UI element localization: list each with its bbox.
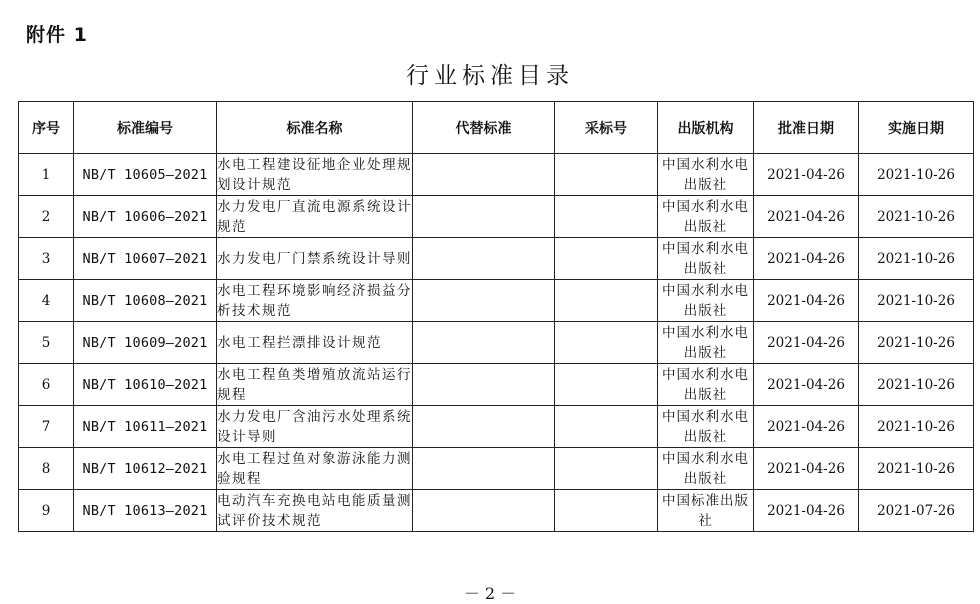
cell-adopted (555, 322, 658, 364)
cell-replaces (413, 364, 555, 406)
cell-effective: 2021-10-26 (859, 448, 974, 490)
cell-replaces (413, 448, 555, 490)
cell-adopted (555, 196, 658, 238)
header-replaces: 代替标准 (413, 102, 555, 154)
table-row (19, 322, 974, 364)
cell-name: 水电工程环境影响经济损益分析技术规范 (217, 280, 413, 322)
cell-name: 水力发电厂含油污水处理系统设计导则 (217, 406, 413, 448)
table-row (19, 490, 974, 532)
cell-no: 7 (19, 406, 74, 448)
cell-effective: 2021-10-26 (859, 280, 974, 322)
cell-effective: 2021-10-26 (859, 322, 974, 364)
header-approved: 批准日期 (754, 102, 859, 154)
cell-code: NB/T 10611—2021 (74, 406, 217, 448)
cell-publisher: 中国水利水电出版社 (658, 448, 754, 490)
cell-approved: 2021-04-26 (754, 364, 859, 406)
cell-publisher: 中国标准出版社 (658, 490, 754, 532)
cell-effective: 2021-10-26 (859, 238, 974, 280)
cell-no: 5 (19, 322, 74, 364)
cell-approved: 2021-04-26 (754, 322, 859, 364)
cell-effective: 2021-10-26 (859, 406, 974, 448)
cell-no: 1 (19, 154, 74, 196)
attachment-label: 附件 1 (26, 24, 88, 46)
cell-adopted (555, 154, 658, 196)
cell-approved: 2021-04-26 (754, 154, 859, 196)
cell-adopted (555, 490, 658, 532)
cell-publisher: 中国水利水电出版社 (658, 364, 754, 406)
cell-approved: 2021-04-26 (754, 406, 859, 448)
cell-effective: 2021-10-26 (859, 196, 974, 238)
cell-publisher: 中国水利水电出版社 (658, 406, 754, 448)
table-row (19, 196, 974, 238)
cell-publisher: 中国水利水电出版社 (658, 196, 754, 238)
cell-no: 9 (19, 490, 74, 532)
cell-adopted (555, 364, 658, 406)
page-number: － 2 － (463, 584, 517, 603)
header-no: 序号 (19, 102, 74, 154)
table-row (19, 406, 974, 448)
cell-no: 2 (19, 196, 74, 238)
cell-name: 水力发电厂门禁系统设计导则 (217, 238, 413, 280)
cell-code: NB/T 10606—2021 (74, 196, 217, 238)
cell-code: NB/T 10613—2021 (74, 490, 217, 532)
table-header-row (19, 102, 974, 154)
cell-code: NB/T 10610—2021 (74, 364, 217, 406)
cell-code: NB/T 10612—2021 (74, 448, 217, 490)
cell-name: 水电工程建设征地企业处理规划设计规范 (217, 154, 413, 196)
table-row (19, 448, 974, 490)
cell-name: 水电工程鱼类增殖放流站运行规程 (217, 364, 413, 406)
header-name: 标准名称 (217, 102, 413, 154)
cell-code: NB/T 10608—2021 (74, 280, 217, 322)
cell-approved: 2021-04-26 (754, 196, 859, 238)
table-row (19, 364, 974, 406)
cell-adopted (555, 238, 658, 280)
page-title: 行业标准目录 (406, 63, 574, 89)
cell-adopted (555, 280, 658, 322)
cell-code: NB/T 10609—2021 (74, 322, 217, 364)
cell-effective: 2021-10-26 (859, 364, 974, 406)
cell-adopted (555, 448, 658, 490)
cell-replaces (413, 490, 555, 532)
cell-approved: 2021-04-26 (754, 448, 859, 490)
cell-replaces (413, 154, 555, 196)
header-publisher: 出版机构 (658, 102, 754, 154)
cell-approved: 2021-04-26 (754, 490, 859, 532)
table-row (19, 280, 974, 322)
cell-name: 水电工程拦漂排设计规范 (217, 322, 413, 364)
cell-approved: 2021-04-26 (754, 280, 859, 322)
cell-effective: 2021-07-26 (859, 490, 974, 532)
cell-no: 4 (19, 280, 74, 322)
cell-publisher: 中国水利水电出版社 (658, 238, 754, 280)
table-row (19, 154, 974, 196)
cell-no: 6 (19, 364, 74, 406)
table-row (19, 238, 974, 280)
cell-replaces (413, 406, 555, 448)
header-code: 标准编号 (74, 102, 217, 154)
cell-name: 电动汽车充换电站电能质量测试评价技术规范 (217, 490, 413, 532)
cell-name: 水力发电厂直流电源系统设计规范 (217, 196, 413, 238)
cell-adopted (555, 406, 658, 448)
cell-publisher: 中国水利水电出版社 (658, 154, 754, 196)
cell-approved: 2021-04-26 (754, 238, 859, 280)
header-adopted: 采标号 (555, 102, 658, 154)
cell-publisher: 中国水利水电出版社 (658, 322, 754, 364)
cell-replaces (413, 238, 555, 280)
cell-publisher: 中国水利水电出版社 (658, 280, 754, 322)
cell-name: 水电工程过鱼对象游泳能力测验规程 (217, 448, 413, 490)
header-effective: 实施日期 (859, 102, 974, 154)
cell-code: NB/T 10605—2021 (74, 154, 217, 196)
standards-table (18, 101, 974, 532)
cell-replaces (413, 280, 555, 322)
cell-code: NB/T 10607—2021 (74, 238, 217, 280)
cell-no: 8 (19, 448, 74, 490)
cell-effective: 2021-10-26 (859, 154, 974, 196)
cell-replaces (413, 322, 555, 364)
cell-replaces (413, 196, 555, 238)
cell-no: 3 (19, 238, 74, 280)
